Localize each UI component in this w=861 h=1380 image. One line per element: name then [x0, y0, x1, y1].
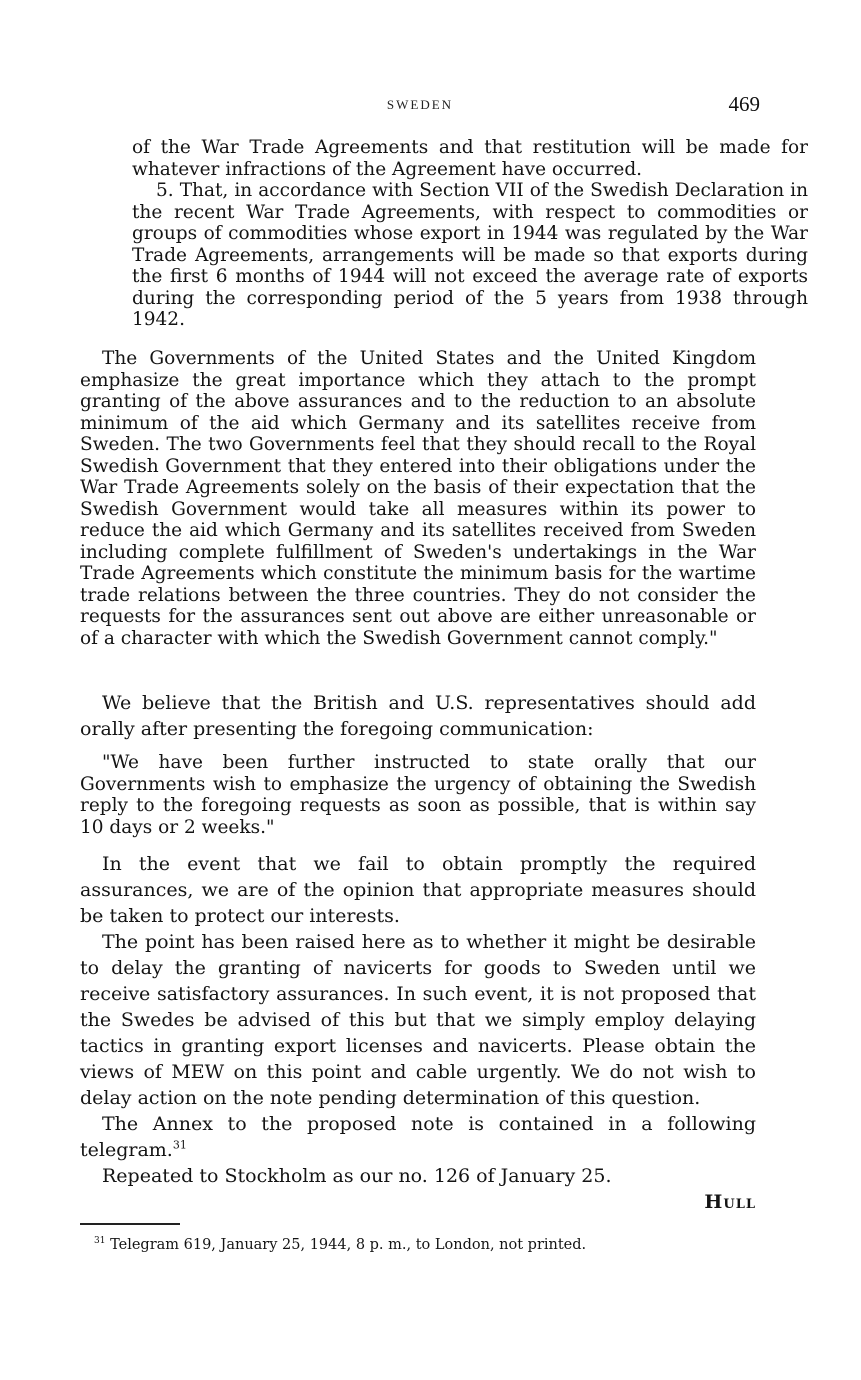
paragraph-believe: We believe that the British and U.S. representatives should add orally after presenting the foregoing communication: — [80, 692, 756, 740]
footnote-divider — [80, 1223, 180, 1225]
footnote-marker: 31 — [94, 1236, 106, 1247]
paragraph-repeated: Repeated to Stockholm as our no. 126 of January 25. — [102, 1165, 612, 1187]
footnote — [94, 1237, 754, 1253]
paragraph-item-5: 5. That, in accordance with Section VII of the Swedish Declaration in the recent War Trade Agreements, with respect to commodities or groups of commodities whose export in 1944 was regulated by the War Trade Agreements, arrangements will be made so that exports during the first 6 months of 1944 will not exceed the average rate of exports during the corresponding period of the 5 years from 1938 through 1942. — [132, 180, 808, 330]
paragraph-oral-quote: "We have been further instructed to state orally that our Governments wish to emphasize the urgency of obtaining the Swedish reply to the foregoing requests as soon as possible, that is within say 10 days or 2 weeks." — [80, 752, 756, 838]
believe-block — [80, 690, 756, 742]
governments-block — [80, 348, 756, 649]
footnote-ref[interactable]: 31 — [172, 1138, 187, 1152]
annex-text: The Annex to the proposed note is contained in a following telegram. — [80, 1113, 756, 1161]
header-title: SWEDEN — [386, 97, 454, 112]
event-block — [80, 851, 756, 1215]
quoted-block — [80, 137, 808, 331]
signature: Hull — [704, 1191, 756, 1213]
paragraph-point: The point has been raised here as to whether it might be desirable to delay the granting of navicerts for goods to Sweden until we receive satisfactory assurances. In such event, it is not proposed that the Swedes be advised of this but that we simply employ delaying tactics in granting export licenses and navicerts. Please obtain the views of MEW on this point and cable urgently. We do not wish to delay action on the note pending determination of this question. — [80, 931, 756, 1109]
page-number: 469 — [728, 92, 760, 116]
paragraph-annex — [80, 1111, 756, 1163]
footnote-text: Telegram 619, January 25, 1944, 8 p. m., to London, not printed. — [110, 1237, 587, 1253]
running-header — [80, 92, 760, 118]
paragraph-event: In the event that we fail to obtain promptly the required assurances, we are of the opinion that appropriate measures should be taken to protect our interests. — [80, 853, 756, 927]
oral-quote-block — [80, 752, 756, 838]
paragraph-continued: of the War Trade Agreements and that restitution will be made for whatever infractions of the Agreement have occurred. — [132, 137, 808, 180]
paragraph-governments: The Governments of the United States and the United Kingdom emphasize the great importance which they attach to the prompt granting of the above assurances and to the reduction to an absolute minimum of the aid which Germany and its satellites receive from Sweden. The two Governments feel that they should recall to the Royal Swedish Government that they entered into their obligations under the War Trade Agreements solely on the basis of their expectation that the Swedish Government would take all measures within its power to reduce the aid which Germany and its satellites received from Sweden including complete fulfillment of Sweden's undertakings in the War Trade Agreements which constitute the minimum basis for the wartime trade relations between the three countries. They do not consider the requests for the assurances sent out above are either unreasonable or of a character with which the Swedish Government cannot comply." — [80, 348, 756, 649]
